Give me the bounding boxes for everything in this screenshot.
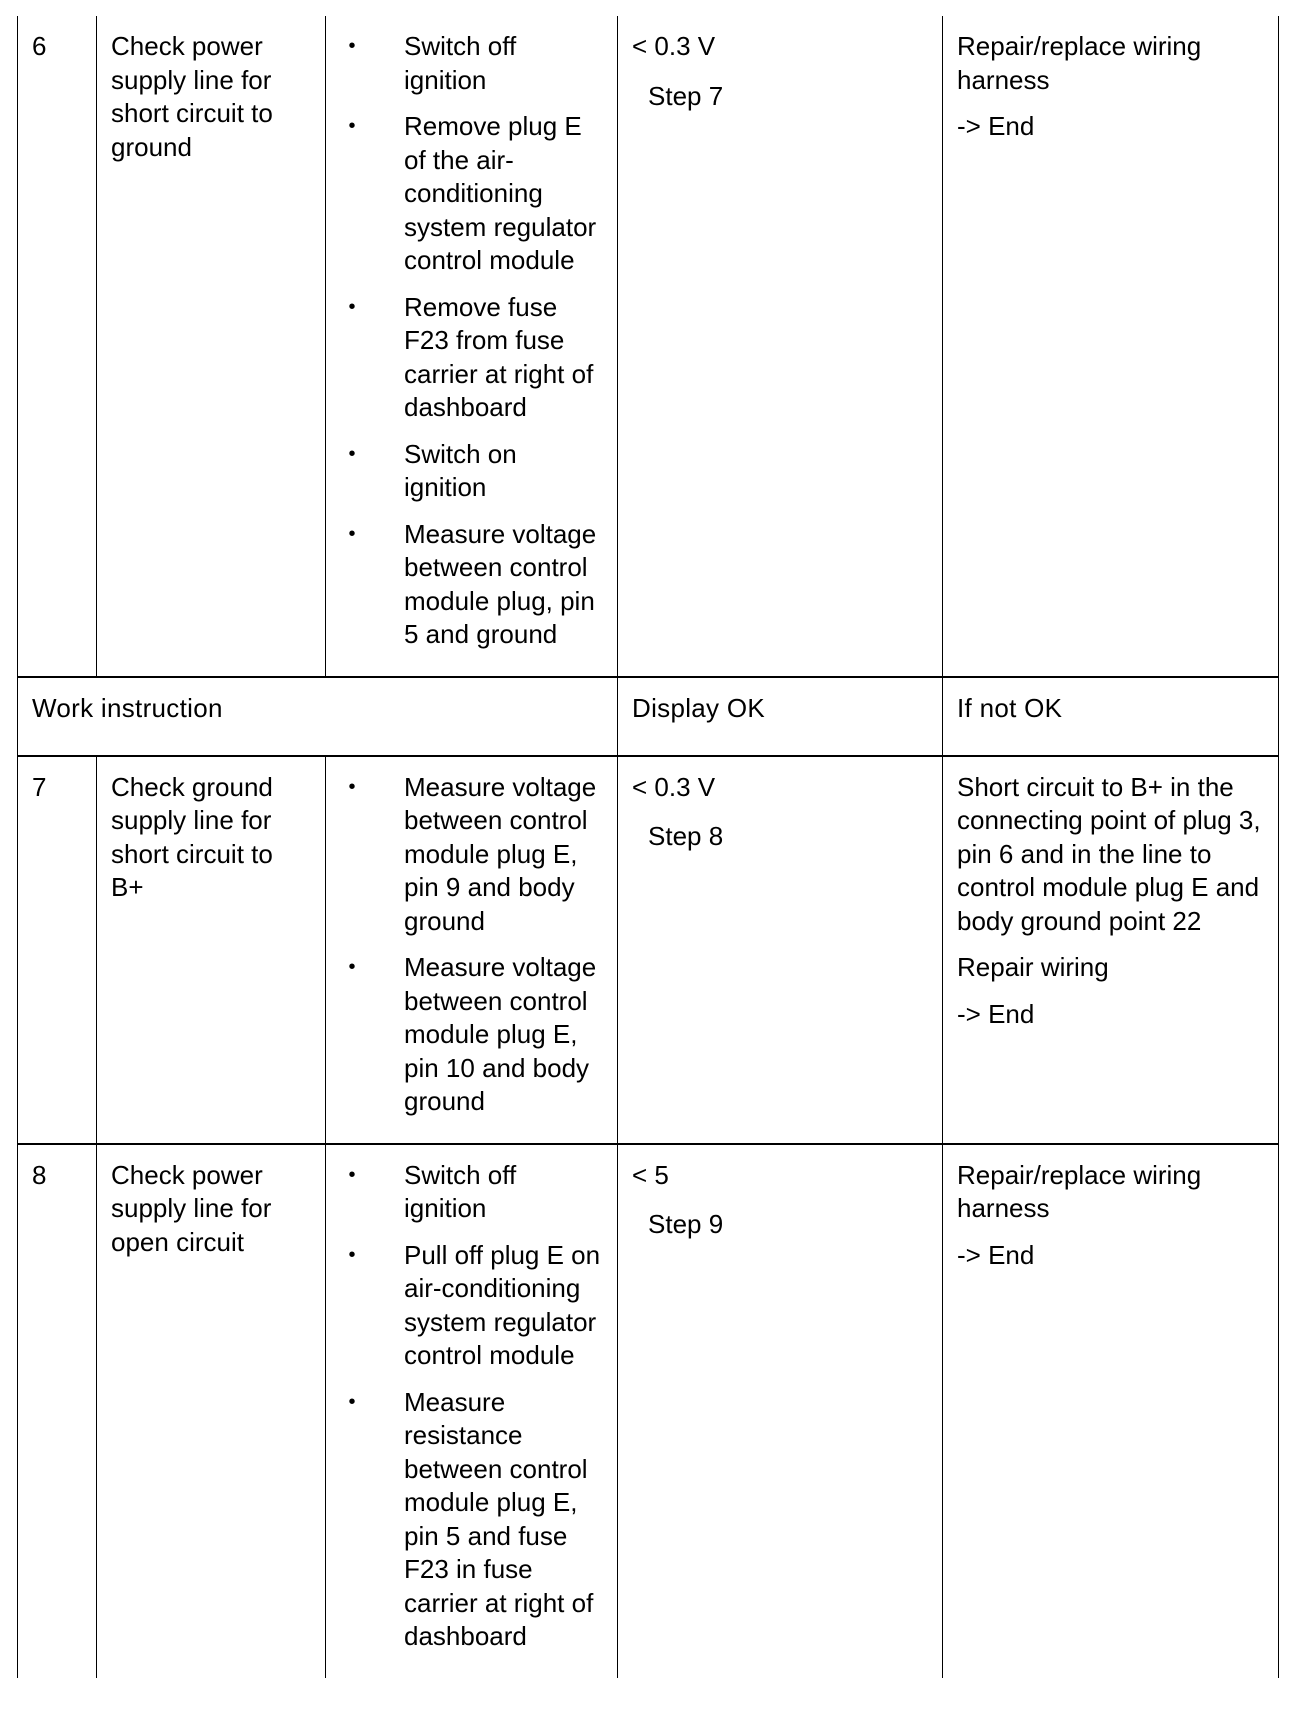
procedure-cell — [326, 1144, 618, 1678]
procedure-text: Measure voltage between control module plug E, pin 9 and body ground — [404, 771, 597, 936]
not-ok-cell — [943, 756, 1279, 1144]
table-header-row — [18, 677, 1279, 756]
procedure-text: Switch off ignition — [404, 1159, 517, 1223]
check-description: Check ground supply line for short circuit to B+ — [97, 756, 326, 1144]
procedure-text: Switch on ignition — [404, 438, 517, 502]
diagnosis-table — [17, 16, 1279, 1678]
check-description: Check power supply line for open circuit — [97, 1144, 326, 1678]
not-ok-text: Short circuit to B+ in the connecting point of plug 3, pin 6 and in the line to control module plug E and body ground point 22 — [957, 771, 1261, 936]
procedure-text: Measure voltage between control module plug E, pin 10 and body ground — [404, 952, 597, 1116]
procedure-text: Remove fuse F23 from fuse carrier at right of dashboard — [404, 291, 594, 422]
display-ok-cell — [618, 16, 943, 677]
not-ok-cell — [943, 1144, 1279, 1678]
bullet-icon: • — [348, 1163, 356, 1186]
procedure-list — [340, 771, 603, 1119]
procedure-list — [340, 30, 603, 652]
table-row — [18, 1144, 1279, 1678]
step-number: 8 — [18, 1144, 97, 1678]
not-ok-text: Repair/replace wiring harness — [957, 1159, 1202, 1223]
procedure-text: Pull off plug E on air-conditioning system regulator control module — [404, 1239, 601, 1370]
bullet-icon: • — [348, 956, 356, 978]
header-work-instruction: Work instruction — [18, 677, 618, 756]
procedure-text: Measure voltage between control module plug, pin 5 and ground — [404, 518, 597, 649]
bullet-icon: • — [348, 1390, 356, 1413]
ok-value: < 5 — [632, 1159, 669, 1190]
ok-value: < 0.3 V — [632, 31, 716, 61]
ok-next-step: Step 9 — [648, 1209, 724, 1239]
bullet-icon: • — [348, 1243, 356, 1266]
bullet-icon: • — [348, 522, 356, 545]
table-row — [18, 16, 1279, 677]
procedure-text: Switch off ignition — [404, 31, 517, 95]
not-ok-text: Repair/replace wiring harness — [957, 31, 1202, 95]
list-item — [340, 110, 603, 278]
not-ok-text: -> End — [957, 998, 1035, 1029]
list-item — [340, 1159, 603, 1226]
list-item — [340, 291, 603, 425]
bullet-icon: • — [348, 115, 356, 137]
ok-next-step: Step 8 — [648, 821, 724, 851]
list-item — [340, 30, 603, 97]
list-item — [340, 1386, 603, 1654]
procedure-cell — [326, 16, 618, 677]
table-row — [18, 756, 1279, 1144]
bullet-icon: • — [348, 35, 356, 57]
not-ok-text: -> End — [957, 111, 1035, 141]
display-ok-cell — [618, 756, 943, 1144]
procedure-text: Measure resistance between control module plug E, pin 5 and fuse F23 in fuse carrier at right of dashboard — [404, 1386, 594, 1651]
header-if-not-ok: If not OK — [943, 677, 1279, 756]
step-number: 6 — [18, 16, 97, 677]
ok-value: < 0.3 V — [632, 771, 716, 802]
bullet-icon: • — [348, 295, 356, 318]
not-ok-text: Repair wiring — [957, 952, 1109, 982]
procedure-text: Remove plug E of the air-conditioning system regulator control module — [404, 111, 597, 275]
list-item — [340, 518, 603, 652]
bullet-icon: • — [348, 775, 356, 798]
header-display-ok: Display OK — [618, 677, 943, 756]
list-item — [340, 951, 603, 1119]
procedure-list — [340, 1159, 603, 1654]
list-item — [340, 438, 603, 505]
display-ok-cell — [618, 1144, 943, 1678]
not-ok-text: -> End — [957, 1239, 1035, 1270]
procedure-cell — [326, 756, 618, 1144]
check-description: Check power supply line for short circuit to ground — [97, 16, 326, 677]
bullet-icon: • — [348, 442, 356, 465]
list-item — [340, 771, 603, 939]
not-ok-cell — [943, 16, 1279, 677]
step-number: 7 — [18, 756, 97, 1144]
list-item — [340, 1239, 603, 1373]
ok-next-step: Step 7 — [648, 80, 724, 111]
